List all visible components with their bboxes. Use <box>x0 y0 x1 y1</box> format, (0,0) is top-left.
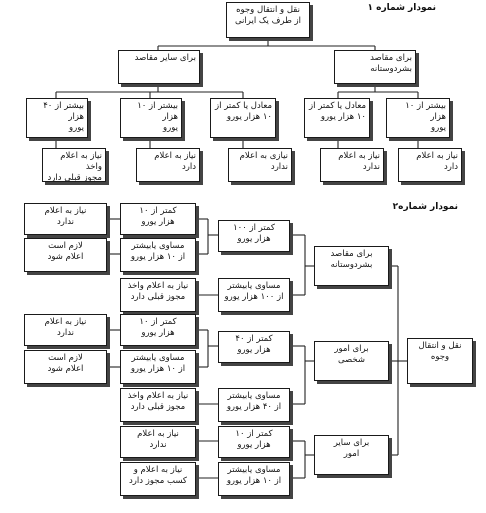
chart2-hum-ge-10k-node: مساوی یابیشتر از ۱۰ هزار یورو <box>120 238 196 272</box>
chart2-humanitarian-node: برای مقاصد بشردوستانه <box>314 246 389 286</box>
chart2-other-notify-permit-result: نیاز به اعلام و کسب مجوز دارد <box>120 462 196 496</box>
chart1-hum-more-10k-node: بیشتر از ۱۰ هزار یورو <box>386 98 450 138</box>
chart2-hum-lt-100k-node: کمتر از ۱۰۰ هزار یورو <box>218 220 290 252</box>
chart2-personal-must-notify-result: لازم است اعلام شود <box>24 350 107 384</box>
chart1-result-notify: نیاز به اعلام دارد <box>136 148 200 182</box>
chart1-humanitarian-node: برای مقاصد بشردوستانه <box>334 50 416 84</box>
chart2-hum-ge-100k-node: مساوی یابیشتر از ۱۰۰ هزار یورو <box>218 278 290 312</box>
chart1-hum-le-10k-node: معادل یا کمتر از ۱۰ هزار یورو <box>304 98 370 138</box>
chart1-result-prior-permit: نیاز به اعلام واخذ مجوز قبلی دارد <box>42 148 106 182</box>
chart1-other-purposes-node: برای سایر مقاصد <box>118 50 200 84</box>
chart2-root-node: نقل و انتقال وجوه <box>407 338 473 384</box>
chart1-other-le-10k-node: معادل یا کمتر از ۱۰ هزار یورو <box>210 98 276 138</box>
chart2-other-lt-10k-node: کمتر از ۱۰ هزار یورو <box>218 426 290 458</box>
chart1-result-no-notify: نیازی به اعلام ندارد <box>228 148 292 182</box>
chart1-result-notify-hum: نیاز به اعلام دارد <box>398 148 462 182</box>
chart2-hum-no-notify-result: نیاز به اعلام ندارد <box>24 203 107 235</box>
chart2-hum-must-notify-result: لازم است اعلام شود <box>24 238 107 272</box>
chart2-personal-lt-40k-node: کمتر از ۴۰ هزار یورو <box>218 331 290 363</box>
chart2-other-node: برای سایر امور <box>314 435 389 475</box>
chart2-personal-node: برای امور شخصی <box>314 341 389 381</box>
chart1-other-more-10k-node: بیشتر از ۱۰ هزار یورو <box>120 98 182 138</box>
chart1-root-node: نقل و انتقال وجوه از طرف یک ایرانی <box>226 2 310 38</box>
chart2-title: نمودار شماره۲ <box>392 202 458 212</box>
chart2-personal-ge-40k-node: مساوی یابیشتر از ۴۰ هزار یورو <box>218 388 290 422</box>
chart2-personal-permit-result: نیاز به اعلام واخذ مجوز قبلی دارد <box>120 388 196 422</box>
chart2-other-ge-10k-node: مساوی یابیشتر از ۱۰ هزار یورو <box>218 462 290 496</box>
chart1-other-more-40k-node: بیشتر از ۴۰ هزار یورو <box>26 98 88 138</box>
chart2-personal-lt-10k-node: کمتر از ۱۰ هزار یورو <box>120 314 196 346</box>
chart1-result-no-notify-hum: نیاز به اعلام ندارد <box>320 148 384 182</box>
chart2-personal-no-notify-result: نیاز به اعلام ندارد <box>24 314 107 346</box>
chart2-personal-ge-10k-node: مساوی یابیشتر از ۱۰ هزار یورو <box>120 350 196 384</box>
chart1-title: نمودار شماره ۱ <box>367 3 436 13</box>
chart2-hum-permit-result: نیاز به اعلام واخذ مجوز قبلی دارد <box>120 278 196 312</box>
chart2-other-no-notify-result: نیاز به اعلام ندارد <box>120 426 196 458</box>
chart2-hum-lt-10k-node: کمتر از ۱۰ هزار یورو <box>120 203 196 235</box>
